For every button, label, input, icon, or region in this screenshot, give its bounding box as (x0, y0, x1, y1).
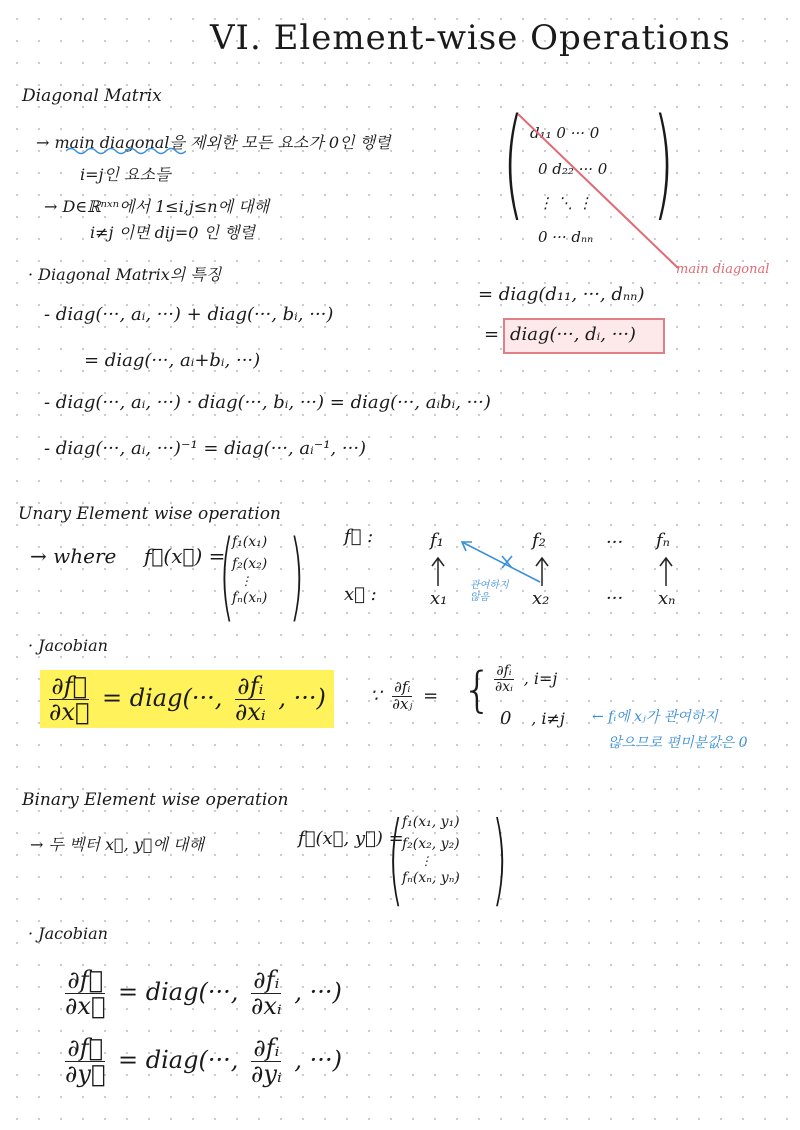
binary-jacobian-x (60, 968, 342, 1019)
matrix-row-4: 0 ··· dₙₙ (538, 228, 594, 246)
jx-den: ∂x⃗ (65, 992, 106, 1021)
unary-left-paren: ( (219, 520, 235, 632)
x-label: x⃗ : (344, 584, 377, 605)
f-label: f⃗ : (344, 526, 374, 547)
unrelated-note: 관여하지 않음 (470, 580, 509, 603)
case-num: ∂fᵢ (394, 678, 411, 696)
feature-3: - diag(···, aᵢ, ···)⁻¹ = diag(···, aᵢ⁻¹, ···) (44, 438, 367, 459)
f1-symbol: f₁ (430, 530, 444, 551)
binary-left-paren: ( (387, 800, 404, 917)
jac-inner-den: ∂xᵢ (234, 698, 266, 727)
because-symbol: ∵ (370, 685, 382, 707)
case-2 (500, 708, 565, 729)
diag-eq-2: diag(···, dᵢ, ···) (510, 324, 636, 345)
jac-eq: = diag(···, (102, 684, 223, 713)
f-dots: ··· (606, 532, 624, 553)
binary-vec-4: fₙ(xₙ, yₙ) (402, 870, 460, 886)
jx-eq: = diag(···, (118, 978, 239, 1007)
unary-vec-4: fₙ(xₙ) (232, 590, 268, 606)
main-diagonal-label: main diagonal (676, 262, 770, 277)
case-den: ∂xⱼ (392, 694, 413, 713)
feature-2: - diag(···, aᵢ, ···) · diag(···, bᵢ, ···) = diag(···, aᵢbᵢ, ···) (44, 392, 491, 413)
binary-heading: Binary Element wise operation (22, 790, 289, 810)
matrix-row-2: 0 d₂₂ ··· 0 (538, 160, 608, 178)
jy-den: ∂y⃗ (65, 1060, 106, 1089)
unary-jacobian-heading: · Jacobian (28, 636, 108, 655)
diagonal-heading: Diagonal Matrix (22, 86, 162, 106)
diagonal-def-1: → main diagonal을 제외한 모든 요소가 0인 행렬 (36, 133, 391, 152)
binary-fxy: f⃗(x⃗, y⃗) = (298, 828, 404, 849)
feature-1: - diag(···, aᵢ, ···) + diag(···, bᵢ, ···) (44, 304, 334, 325)
binary-vec-3: ⋮ (420, 854, 432, 868)
jac-num: ∂f⃗ (51, 672, 88, 700)
mapping-arrows (420, 536, 680, 596)
main-diagonal-line (510, 108, 690, 278)
diag-eq-1: = diag(d₁₁, ···, dₙₙ) (478, 284, 645, 305)
diagonal-def-3: → D∈ℝⁿˣⁿ에서 1≤i,j≤n에 대해 (44, 197, 270, 216)
case-note-1: ← fᵢ에 xⱼ가 관여하지 (592, 709, 718, 725)
ix-num: ∂fᵢ (253, 966, 280, 994)
page-title: VI. Element-wise Operations (210, 18, 731, 58)
fn-symbol: fₙ (656, 530, 670, 551)
case-formula: ∵ $\frac{\text{∂fᵢ}}{\text{∂xⱼ}}$ = (370, 678, 439, 713)
binary-vec-1: f₁(x₁, y₁) (402, 814, 460, 830)
unary-fx: f⃗(x⃗) = (144, 544, 226, 568)
x2-symbol: x₂ (532, 588, 550, 609)
unary-vec-2: f₂(x₂) (232, 556, 268, 572)
case-brace: { (462, 662, 493, 718)
matrix-row-1: d₁₁ 0 ··· 0 (530, 124, 600, 142)
case1-num: ∂fᵢ (496, 663, 512, 679)
matrix-left-paren: ( (502, 94, 524, 233)
x-dots: ··· (606, 588, 624, 609)
jac-inner-num: ∂fᵢ (237, 672, 264, 700)
unary-vec-3: ⋮ (240, 574, 252, 588)
iy-den: ∂yᵢ (250, 1060, 282, 1089)
features-heading: · Diagonal Matrix의 특징 (28, 265, 222, 284)
jy-tail: , ···) (294, 1046, 342, 1075)
unary-jacobian-formula (44, 674, 326, 725)
jac-tail: , ···) (278, 684, 326, 713)
jy-eq: = diag(···, (118, 1046, 239, 1075)
iy-num: ∂fᵢ (253, 1034, 280, 1062)
jac-den: ∂x⃗ (49, 698, 90, 727)
xn-symbol: xₙ (658, 588, 676, 609)
jy-num: ∂f⃗ (67, 1034, 104, 1062)
case2-cond: , i≠j (531, 709, 565, 728)
f2-symbol: f₂ (532, 530, 546, 551)
matrix-row-3: ⋮ ⋱ ⋮ (538, 194, 593, 212)
unary-heading: Unary Element wise operation (18, 504, 281, 524)
unary-right-paren: ) (289, 520, 305, 632)
matrix-right-paren: ) (652, 94, 674, 233)
case-1 (490, 664, 557, 694)
binary-vec-2: f₂(x₂, y₂) (402, 836, 460, 852)
diag-eq-equals: = (484, 324, 500, 345)
unary-vec-1: f₁(x₁) (232, 534, 268, 550)
wavy-underline (66, 146, 186, 156)
jx-tail: , ···) (294, 978, 342, 1007)
case1-cond: , i=j (523, 669, 558, 689)
binary-line: → 두 벡터 x⃗, y⃗에 대해 (30, 835, 204, 854)
binary-jacobian-heading: · Jacobian (28, 924, 108, 943)
feature-1b: = diag(···, aᵢ+bᵢ, ···) (84, 350, 261, 371)
jx-num: ∂f⃗ (67, 966, 104, 994)
ix-den: ∂xᵢ (250, 992, 282, 1021)
case1-den: ∂xᵢ (495, 678, 513, 695)
x1-symbol: x₁ (430, 588, 448, 609)
diagonal-def-4: i≠j 이면 dij=0 인 행렬 (90, 223, 256, 242)
unary-where: → where (30, 544, 117, 568)
case2-value: 0 (500, 708, 512, 729)
diagonal-def-2: i=j인 요소들 (80, 165, 171, 184)
binary-jacobian-y (60, 1036, 342, 1087)
binary-right-paren: ) (491, 800, 508, 917)
case-note-2: 않으므로 편미분값은 0 (608, 735, 748, 751)
